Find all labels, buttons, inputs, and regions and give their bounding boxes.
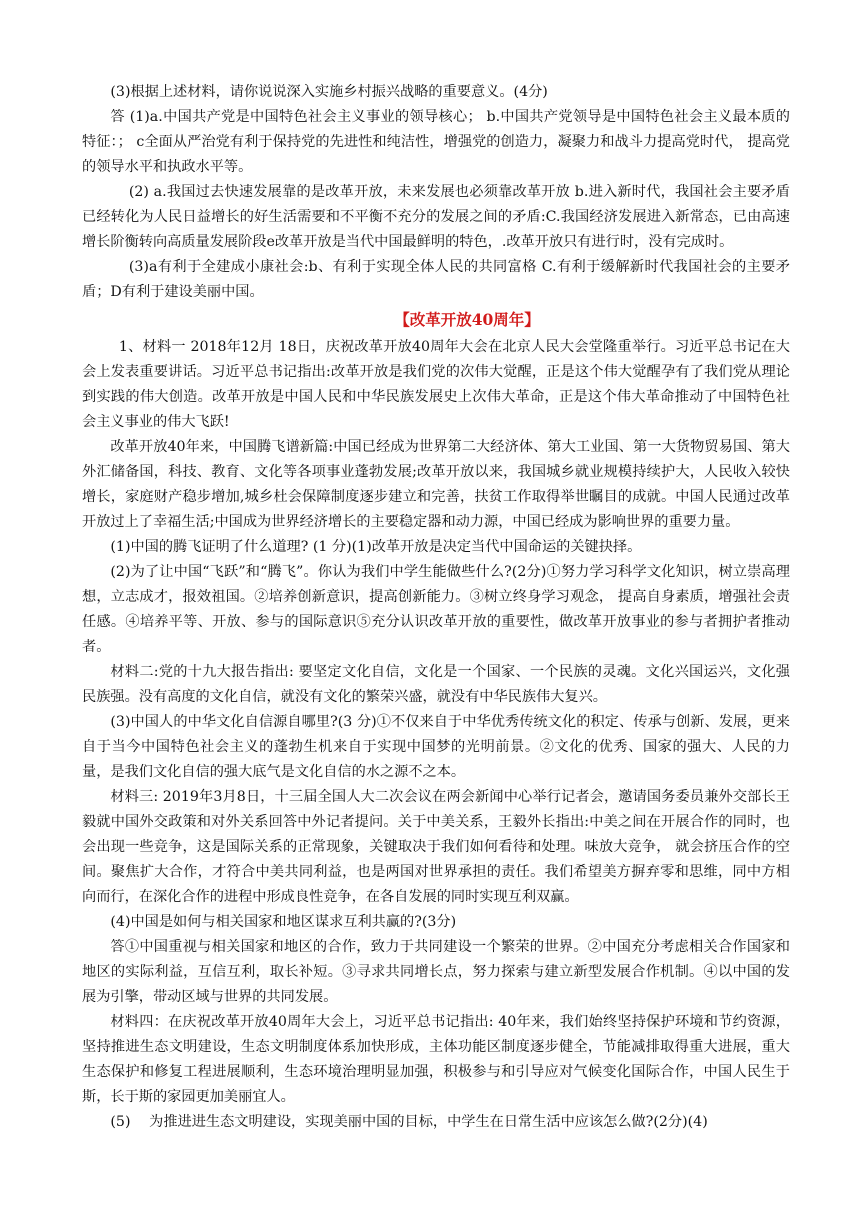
paragraph: 改革开放40年来，中国腾飞谱新篇:中国已经成为世界第二大经济体、第大工业国、第一大货物贸易国、第大外汇储备国，科技、教育、文化等各项事业蓬勃发展;改革开放以来，我国城乡就业规模持续护大，人民收入较快增长，家庭财产稳步增加,城乡杜会保障制度逐步建立和完善，扶贫工作取得举世瞩目的成就。中国人民通过改革开放过上了幸福生活;中国成为世界经济增长的主要稳定器和动力源，中国已经成为影响世界的重要力量。 <box>82 439 790 530</box>
paragraph: (3)根据上述材料，请你说说深入实施乡村振兴战略的重要意义。(4分) <box>110 84 548 100</box>
paragraph: (1)中国的腾飞证明了什么道理? (1 分)(1)改革开放是决定当代中国命运的关键抉择。 <box>110 539 642 555</box>
section-heading: 【改革开放40周年】 <box>394 310 540 329</box>
paragraph: 答①中国重视与相关国家和地区的合作，致力于共同建设一个繁荣的世界。②中国充分考虑相关合作国家和地区的实际利益，互信互利，取长补短。③寻求共同增长点，努力探索与建立新型发展合作机制。④以中国的发展为引擎，带动区域与世界的共同发展。 <box>82 939 790 1005</box>
paragraph: (2)为了让中国“飞跃”和“腾飞”。你认为我们中学生能做些什么?(2分)①努力学习科学文化知识，树立崇高理想，立志成才，报效祖国。②培养创新意识，提高创新能力。③树立终身学习观念， 提高自身素质，增强社会责任感。④培养平等、开放、参与的国际意识⑤充分认识改革开放的重要性，做改革开放事业的参与者拥护者推动者。 <box>82 564 790 655</box>
document-page <box>82 80 790 1135</box>
material-section <box>82 335 790 1135</box>
paragraph: 材料四：在庆祝改革开放40周年大会上，习近平总书记指出: 40年来，我们始终坚持保护环境和节约资源，坚持推进生态文明建设，生态文明制度体系加快形成，主体功能区制度逐步健全，节能减排取得重大进展，重大生态保护和修复工程进展顺利，生态环境治理明显加强，积极参与和引导应对气候变化国际合作，中国人民生于斯，长于斯的家园更加美丽宜人。 <box>82 1014 790 1105</box>
paragraph: (3)a有利于全建成小康社会:b、有利于实现全体人民的共同富格 C.有利于缓解新时代我国社会的主要矛盾；D有利于建设美丽中国。 <box>82 259 790 300</box>
paragraph: (2) a.我国过去快速发展靠的是改革开放，未来发展也必须靠改革开放 b.进入新时代，我国社会主要矛盾已经转化为人民日益增长的好生活需要和不平衡不充分的发展之间的矛盾:C.我国经济发展进入新常态，已由高速增长阶衡转向高质量发展阶段e改革开放是当代中国最鲜明的特色，.改革开放只有进行时，没有完成时。 <box>82 184 790 250</box>
paragraph: 材料三: 2019年3月8日，十三届全国人大二次会议在两会新闻中心举行记者会，邀请国务委员兼外交部长王毅就中国外交政策和对外关系回答中外记者提问。关于中美关系，王毅外长指出:中美之间在开展合作的同时，也会出现一些竞争，这是国际关系的正常现象，关键取决于我们如何看待和处理。味放大竞争， 就会挤压合作的空间。聚焦扩大合作，才符合中美共同利益，也是两国对世界承担的责任。我们希望美方摒弃零和思维，同中方相向而行，在深化合作的进程中形成良性竞争，在各自发展的同时实现互利双赢。 <box>82 789 790 905</box>
paragraph: 材料二:党的十九大报告指出: 要坚定文化自信，文化是一个国家、一个民族的灵魂。文化兴国运兴，文化强民族强。没有高度的文化自信，就没有文化的繁荣兴盛，就没有中华民族伟大复兴。 <box>82 664 790 705</box>
paragraph: (4)中国是如何与相关国家和地区谋求互利共赢的?(3分) <box>110 914 457 930</box>
paragraph: 1、材料一 2018年12月 18日，庆祝改革开放40周年大会在北京人民大会堂隆重举行。习近平总书记在大会上发表重要讲话。习近平总书记指出:改革开放是我们党的次伟大觉醒，正是这个伟大觉醒孕有了我们党从理论到实践的伟大创造。改革开放是中国人民和中华民族发展史上次伟大革命，正是这个伟大革命推动了中国特色社会主义事业的伟大飞跃! <box>82 339 790 430</box>
paragraph: 答 (1)a.中国共产党是中国特色社会主义事业的领导核心； b.中国共产党领导是中国特色社会主义最本质的特征：； c全面从严治党有利于保持党的先进性和纯洁性，增强党的创造力，凝聚力和战斗力提高党时代， 提高党 的领导水平和执政水平等。 <box>82 109 790 175</box>
paragraph: (3)中国人的中华文化自信源自哪里?(3 分)①不仅来自于中华优秀传统文化的积定、传承与创新、发展，更来自于当今中国特色社会主义的蓬勃生机来自于实现中国梦的光明前景。②文化的优秀、国家的强大、人民的力量，是我们文化自信的强大底气是文化自信的水之源不之本。 <box>82 714 790 780</box>
paragraph: (5) 为推进进生态文明建设，实现美丽中国的目标，中学生在日常生活中应该怎么做?(2分)(4) <box>110 1114 708 1130</box>
answer-section <box>82 80 790 305</box>
